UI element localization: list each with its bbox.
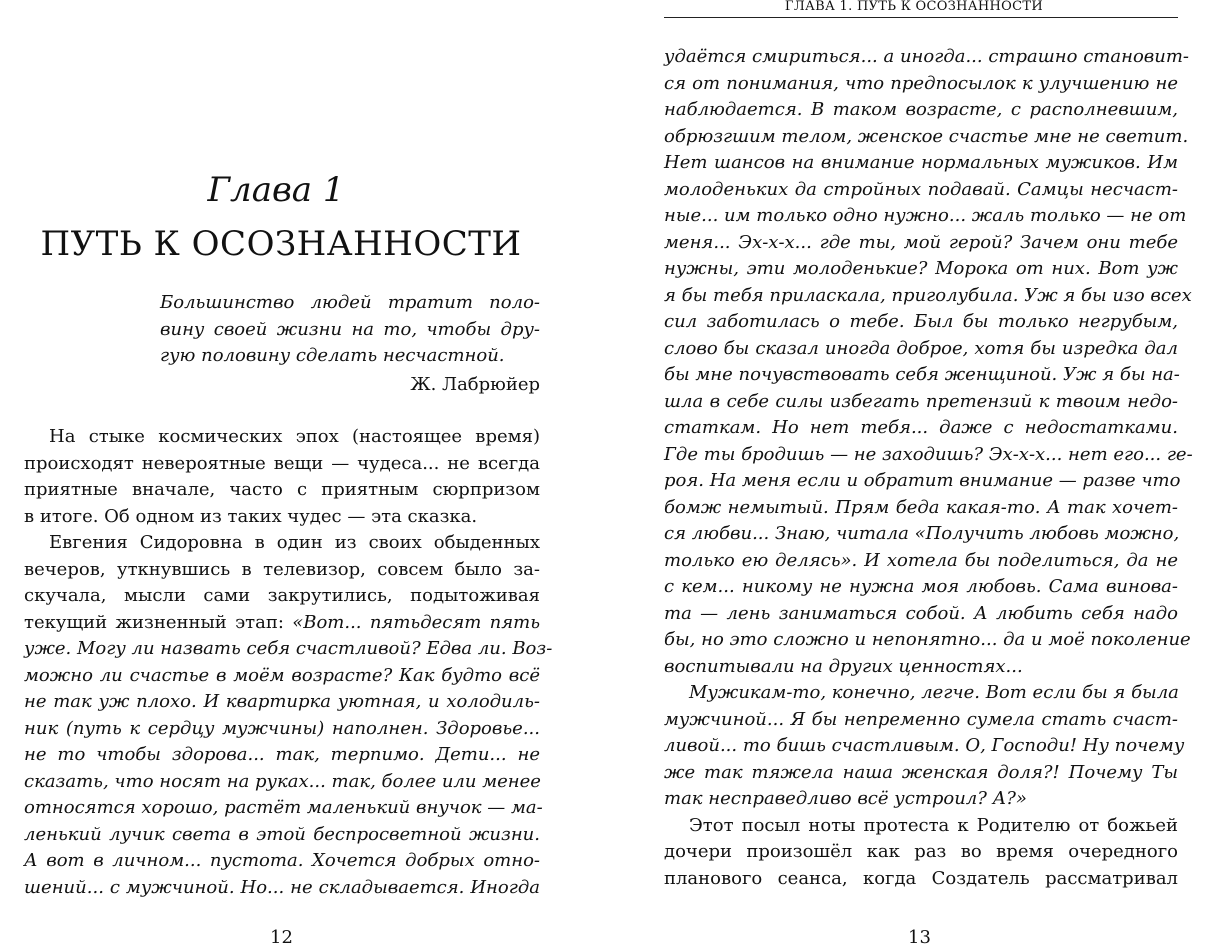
text-line: статкам. Но нет тебя... даже с недостатками. bbox=[664, 417, 1178, 438]
text-line: я бы тебя приласкала, приголубила. Уж я бы изо всех bbox=[664, 284, 1192, 306]
text-segment: А вот в личном... пустота. Хочется добрых отно- bbox=[24, 850, 540, 871]
epigraph-line: вину своей жизни на то, чтобы дру- bbox=[160, 318, 540, 340]
left-page bbox=[0, 0, 600, 952]
text-line: мужчиной... Я бы непременно сумела стать счаст- bbox=[664, 708, 1178, 730]
text-line: только ею делясь». И хотела бы поделиться, да не bbox=[664, 549, 1178, 571]
text-line: удаётся смириться... а иногда... страшно становит- bbox=[664, 46, 1190, 67]
text-line bbox=[24, 424, 540, 451]
text-line bbox=[24, 477, 540, 504]
text-line: та — лень заниматься собой. А любить себя надо bbox=[664, 602, 1178, 624]
text-line bbox=[24, 610, 540, 637]
text-segment: относятся хорошо, растёт маленький внучок — ма- bbox=[24, 797, 543, 818]
page-number: 13 bbox=[908, 927, 931, 948]
text-line bbox=[24, 451, 540, 478]
page-number: 12 bbox=[270, 927, 293, 948]
right-page bbox=[620, 0, 1230, 952]
text-line: шла в себе силы избегать претензий к твоим недо- bbox=[664, 390, 1178, 412]
text-line bbox=[24, 716, 540, 743]
chapter-title: ПУТЬ К ОСОЗНАННОСТИ bbox=[40, 224, 522, 264]
text-segment: На стыке космических эпох (настоящее время) bbox=[49, 426, 540, 447]
text-segment: ник (путь к сердцу мужчины) наполнен. Здоровье... bbox=[24, 717, 540, 739]
text-line: Где ты бродишь — не заходишь? Эх-х-х... нет его... ге- bbox=[664, 443, 1193, 465]
text-segment: ленький лучик света в этой беспросветной жизни. bbox=[24, 823, 540, 845]
text-line bbox=[24, 689, 540, 716]
text-segment: текущий жизненный этап: bbox=[24, 611, 293, 633]
epigraph-line: гую половину сделать несчастной. bbox=[160, 345, 505, 366]
text-segment: уже. Могу ли назвать себя счастливой? Едва ли. Воз- bbox=[24, 638, 553, 659]
text-line bbox=[24, 557, 540, 584]
text-segment: «Вот... пятьдесят пять bbox=[292, 611, 540, 633]
text-line bbox=[24, 663, 540, 690]
text-line: ливой... то бишь счастливым. О, Господи! Ну почему bbox=[664, 735, 1185, 756]
text-line: с кем... никому не нужна моя любовь. Сама винова- bbox=[664, 576, 1178, 597]
text-line bbox=[24, 822, 540, 849]
text-line: молоденьких да стройных подавай. Самцы несчаст- bbox=[664, 178, 1178, 200]
text-line: слово бы сказал иногда доброе, хотя бы изредка дал bbox=[664, 337, 1178, 359]
epigraph bbox=[160, 290, 540, 370]
text-line: ся от понимания, что предпосылок к улучшению не bbox=[664, 72, 1178, 94]
text-segment: сказать, что носят на руках... так, более или менее bbox=[24, 770, 541, 792]
text-line bbox=[24, 769, 540, 796]
text-line bbox=[24, 636, 553, 663]
text-line: нужны, эти молоденькие? Морока от них. Вот уж bbox=[664, 258, 1178, 279]
text-line: ные... им только одно нужно... жаль только — не от bbox=[664, 205, 1187, 226]
text-segment: приятные вначале, часто с приятным сюрпризом bbox=[24, 479, 540, 500]
text-line bbox=[24, 742, 540, 769]
text-segment: в итоге. Об одном из таких чудес — эта сказка. bbox=[24, 505, 478, 527]
text-line: Нет шансов на внимание нормальных мужиков. Им bbox=[664, 152, 1178, 173]
epigraph-author: Ж. Лабрюйер bbox=[410, 374, 540, 395]
text-line bbox=[24, 583, 540, 610]
text-line bbox=[24, 848, 540, 875]
text-line bbox=[24, 795, 543, 822]
text-line: ся любви... Знаю, читала «Получить любовь можно, bbox=[664, 523, 1180, 544]
text-line: обрюзгшим телом, женское счастье мне не светит. bbox=[664, 125, 1189, 147]
text-line: так несправедливо всё устроил? А?» bbox=[664, 788, 1027, 809]
text-segment: Евгения Сидоровна в один из своих обыденных bbox=[49, 532, 540, 553]
text-line: наблюдается. В таком возрасте, с располневшим, bbox=[664, 99, 1178, 120]
text-line bbox=[24, 875, 540, 902]
header-rule bbox=[664, 17, 1178, 18]
text-line: Этот посыл ноты протеста к Родителю от божьей bbox=[689, 814, 1178, 836]
running-header bbox=[664, 0, 1178, 14]
text-line: бы, но это сложно и непонятно... да и моё поколение bbox=[664, 629, 1191, 650]
text-line: бы мне почувствовать себя женщиной. Уж я бы на- bbox=[664, 364, 1180, 385]
text-segment: не так уж плохо. И квартирка уютная, и холодиль- bbox=[24, 691, 540, 712]
left-body-text bbox=[24, 424, 553, 901]
text-line: воспитывали на других ценностях... bbox=[664, 655, 1023, 677]
running-header-text: ГЛАВА 1. ПУТЬ К ОСОЗНАННОСТИ bbox=[784, 0, 1043, 14]
text-segment: не то чтобы здорова... так, терпимо. Дети... не bbox=[24, 744, 540, 765]
text-line: Мужикам-то, конечно, легче. Вот если бы я была bbox=[689, 682, 1179, 703]
text-line bbox=[24, 504, 540, 531]
text-line: роя. На меня если и обратит внимание — разве что bbox=[664, 470, 1181, 491]
text-line: меня... Эх-х-х... где ты, мой герой? Зачем они тебе bbox=[664, 231, 1178, 253]
text-segment: вечеров, уткнувшись в телевизор, совсем было за- bbox=[24, 558, 540, 580]
text-segment: происходят невероятные вещи — чудеса... не всегда bbox=[24, 452, 540, 474]
text-line: планового сеанса, когда Создатель рассматривал bbox=[664, 867, 1178, 889]
text-line: же так тяжела наша женская доля?! Почему Ты bbox=[664, 761, 1178, 783]
text-segment: можно ли счастье в моём возрасте? Как будто всё bbox=[24, 664, 540, 686]
text-segment: шений... с мужчиной. Но... не складывается. Иногда bbox=[24, 876, 540, 898]
text-line: дочери произошёл как раз во время очередного bbox=[664, 841, 1178, 862]
text-line bbox=[24, 530, 540, 557]
text-line: сил заботилась о тебе. Был бы только негрубым, bbox=[664, 311, 1178, 332]
text-segment: скучала, мысли сами закрутились, подытоживая bbox=[24, 585, 540, 606]
chapter-number: Глава 1 bbox=[207, 170, 345, 210]
text-line: бомж немытый. Прям беда какая-то. А так хочет- bbox=[664, 496, 1178, 518]
epigraph-line: Большинство людей тратит поло- bbox=[160, 292, 540, 313]
right-body-text bbox=[664, 44, 1193, 892]
